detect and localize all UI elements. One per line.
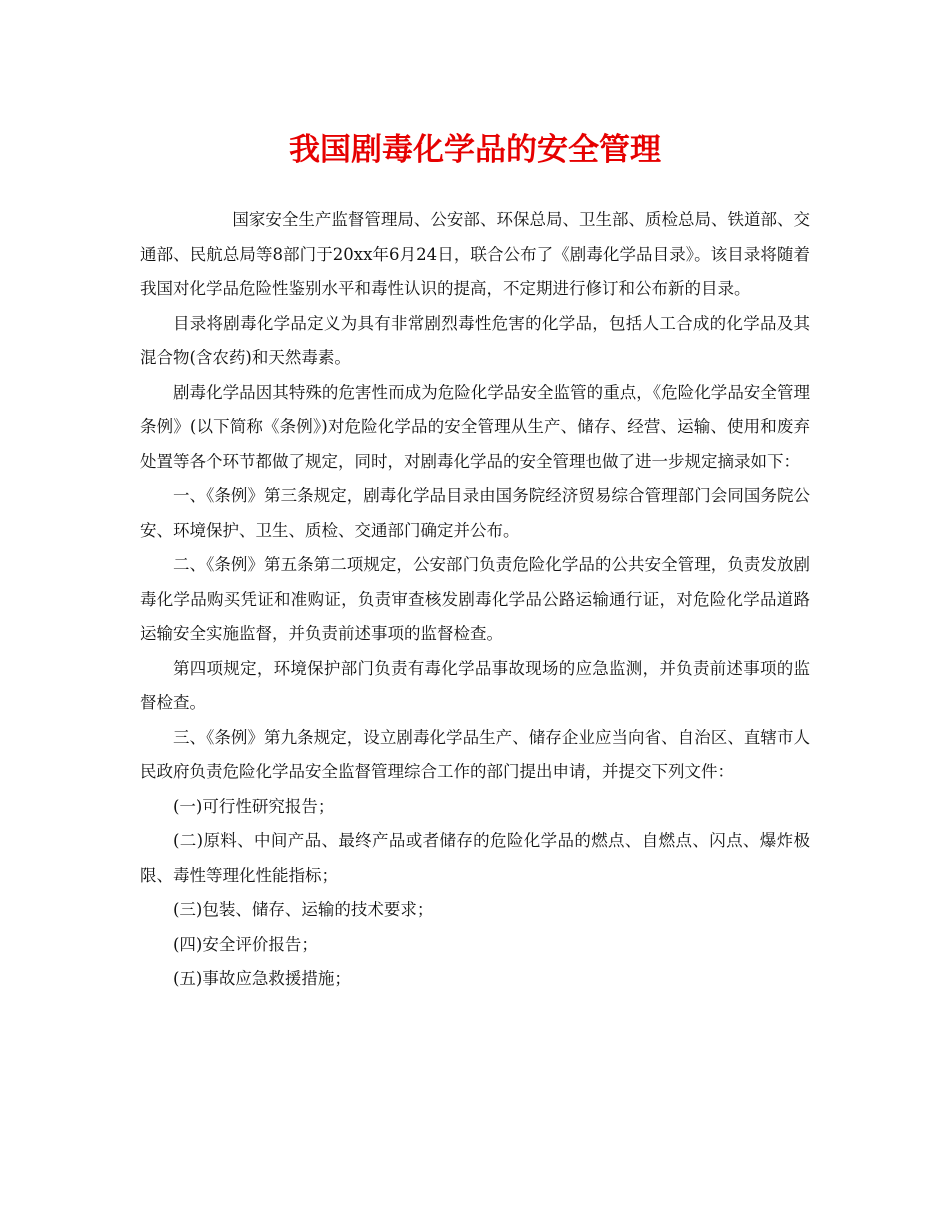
list-item-3: (三)包装、储存、运输的技术要求；: [173, 900, 434, 919]
list-item-1: (一)可行性研究报告；: [173, 796, 335, 816]
list-item-4: (四)安全评价报告；: [173, 934, 318, 954]
document-title: 我国剧毒化学品的安全管理: [289, 132, 661, 168]
paragraph-article-5-item-4: 第四项规定，环境保护部门负责有毒化学品事故现场的应急监测，并负责前述事项的监督检查。: [140, 658, 810, 712]
paragraph-article-5-item-2: 二、《条例》第五条第二项规定，公安部门负责危险化学品的公共安全管理，负责发放剧毒化学品购买凭证和准购证，负责审查核发剧毒化学品公路运输通行证，对危险化学品道路运输安全实施监督，并负责前述事项的监督检查。: [140, 555, 810, 643]
document-body: [140, 203, 810, 997]
paragraph-article-9: 三、《条例》第九条规定，设立剧毒化学品生产、储存企业应当向省、自治区、直辖市人民政府负责危险化学品安全监督管理综合工作的部门提出申请，并提交下列文件：: [140, 727, 810, 781]
list-item-2: (二)原料、中间产品、最终产品或者储存的危险化学品的燃点、自燃点、闪点、爆炸极限、毒性等理化性能指标；: [140, 831, 810, 885]
list-item-5: (五)事故应急救援措施；: [173, 969, 351, 988]
paragraph-regulation-overview: 剧毒化学品因其特殊的危害性而成为危险化学品安全监管的重点，《危险化学品安全管理条例》(以下简称《条例》)对危险化学品的安全管理从生产、储存、经营、运输、使用和废弃处置等各个环节都做了规定，同时，对剧毒化学品的安全管理也做了进一步规定摘录如下：: [140, 382, 810, 471]
paragraph-definition: 目录将剧毒化学品定义为具有非常剧烈毒性危害的化学品，包括人工合成的化学品及其混合物(含农药)和天然毒素。: [140, 313, 810, 367]
paragraph-intro: 国家安全生产监督管理局、公安部、环保总局、卫生部、质检总局、铁道部、交通部、民航总局等8部门于20xx年6月24日，联合公布了《剧毒化学品目录》。该目录将随着我国对化学品危险性鉴别水平和毒性认识的提高，不定期进行修订和公布新的目录。: [140, 210, 810, 298]
paragraph-article-3: 一、《条例》第三条规定，剧毒化学品目录由国务院经济贸易综合管理部门会同国务院公安、环境保护、卫生、质检、交通部门确定并公布。: [140, 486, 810, 540]
